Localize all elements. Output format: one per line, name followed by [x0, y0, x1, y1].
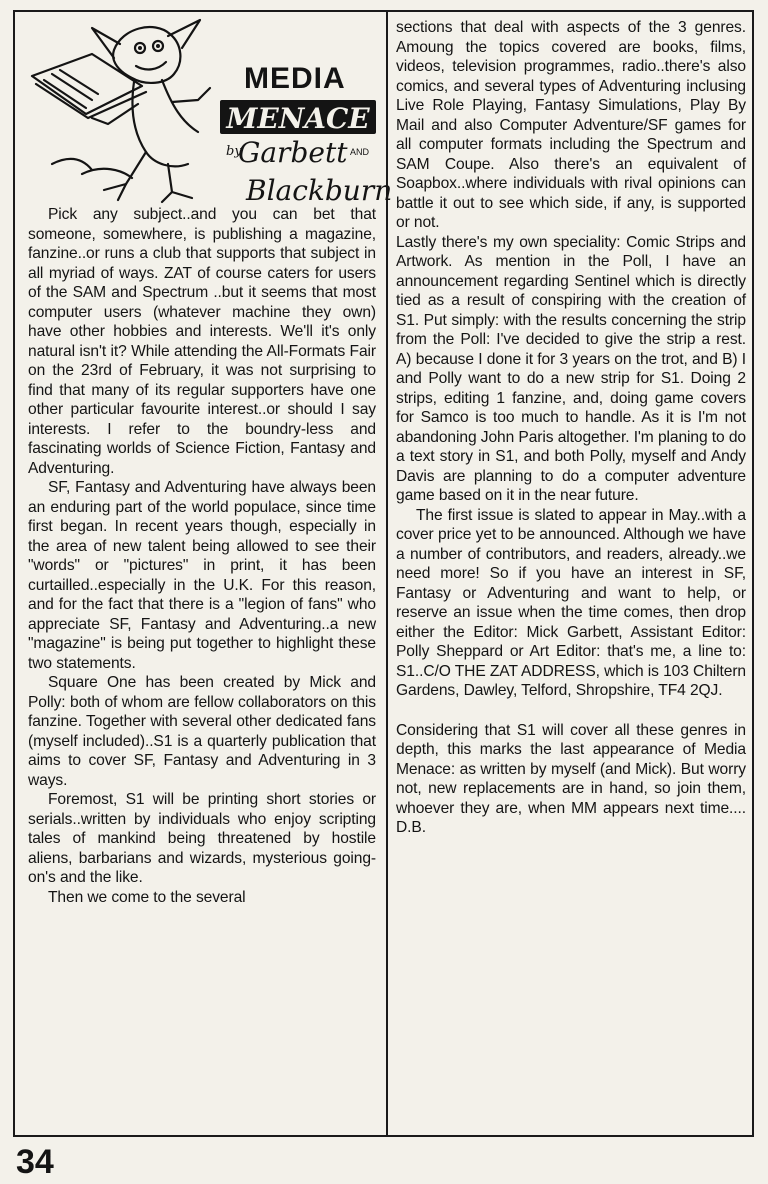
right-paragraph-4: Considering that S1 will cover all these genres in depth, this marks the last appearance of Media Menace: as written by myself (and Mick). But worry not, new replacements are in hand, so join them, whoever they are, when MM appears next time.... D.B.: [396, 721, 746, 836]
page-number: 34: [16, 1143, 54, 1181]
left-column: [28, 205, 376, 907]
goblin-reading-book-illustration: [22, 14, 222, 204]
right-column: [396, 18, 746, 838]
left-paragraph-4: Foremost, S1 will be printing short stories or serials..written by individuals who enjoy scripting tales of mankind being threatened by hostile aliens, barbarians and wizards, mysterious going-on's and the like.: [28, 791, 376, 886]
logo-menace-word: [218, 94, 378, 138]
right-paragraph-1: sections that deal with aspects of the 3 genres. Amoung the topics covered are books, films, videos, television programmes, radio..there's also comics, and several types of Adventuring inclusing Live Role Playing, Fantasy Simulations, Play By Mail and also Computer Adventure/SF games for all computer formats including the Spectrum and SAM Coupe. Also there's an equivalent of Soapbox..where individuals with rival opinions can battle it out to see which side, if any, is supported or not.: [396, 19, 746, 231]
left-paragraph-3: Square One has been created by Mick and Polly: both of whom are fellow collaborators on this fanzine. Together with several other dedicated fans (myself included)..S1 is a quarterly publication that aims to cover SF, Fantasy and Adventuring in 3 ways.: [28, 674, 376, 789]
right-paragraph-3: The first issue is slated to appear in May..with a cover price yet to be announced. Although we have a number of contributors, and readers, already..we need more! So if you have an interest in SF, Fantasy or Adventuring and want to help, or reserve an issue when the time comes, then drop either the Editor: Mick Garbett, Assistant Editor: Polly Sheppard or Art Editor: that's me, a line to: S1..C/O THE ZAT ADDRESS, which is 103 Chiltern Gardens, Dawley, Telford, Shropshire, TF4 2QJ.: [396, 506, 746, 699]
logo-and: AND: [350, 147, 370, 157]
left-paragraph-5: Then we come to the several: [48, 888, 246, 906]
logo-author-blackburn: Blackburn: [246, 174, 393, 207]
logo-author-garbett: Garbett: [238, 136, 348, 169]
media-menace-logo: [22, 14, 393, 207]
right-paragraph-2: Lastly there's my own speciality: Comic Strips and Artwork. As mention in the Poll, I have an announcement regarding Sentinel which is directly tied as a result of conspiring with the creation of S1. Put simply: with the results concerning the strip from the Poll: I've decided to give the strip a rest. A) because I done it for 3 years on the trot, and B) I and Polly want to do a new strip for S1. Doing 2 strips, editing 1 fanzine, and, doing game covers for Samco is too much to handle. As it is I'm not abandoning John Paris altogether. I'm planing to do a text story in S1, and both Polly, myself and Andy Davis are planning to do a computer adventure game based on it in the near future.: [396, 233, 746, 504]
logo-by: by: [226, 144, 242, 159]
left-paragraph-2: SF, Fantasy and Adventuring have always been an enduring part of the world populace, since time first began. In recent years though, especially in the area of new talent being allowed to see their "words" or "pictures" in print, it has been curtailled..especially in the U.K. For this reason, and for the fact that there is a "legion of fans" who appreciate SF, Fantasy and Adventuring..a new "magazine" is being put together to highlight these two statements.: [28, 479, 376, 672]
logo-media-word: MEDIA: [244, 62, 346, 95]
logo-menace-text: MENACE: [226, 102, 370, 135]
left-paragraph-1: Pick any subject..and you can bet that someone, somewhere, is publishing a magazine, fanzine..or runs a club that supports that subject in all myriad of ways. ZAT of course caters for users of the SAM and Spectrum ..but it seems that most computer users (whatever machine they own) have other hobbies and interests. We'll it's only natural isn't it? While attending the All-Formats Fair on the 23rd of February, it was not surprising to find that many of its regular supporters have one other particular favourite interest..or should I say interests. I refer to the boundry-less and fascinating worlds of Science Fiction, Fantasy and Adventuring.: [28, 206, 376, 477]
